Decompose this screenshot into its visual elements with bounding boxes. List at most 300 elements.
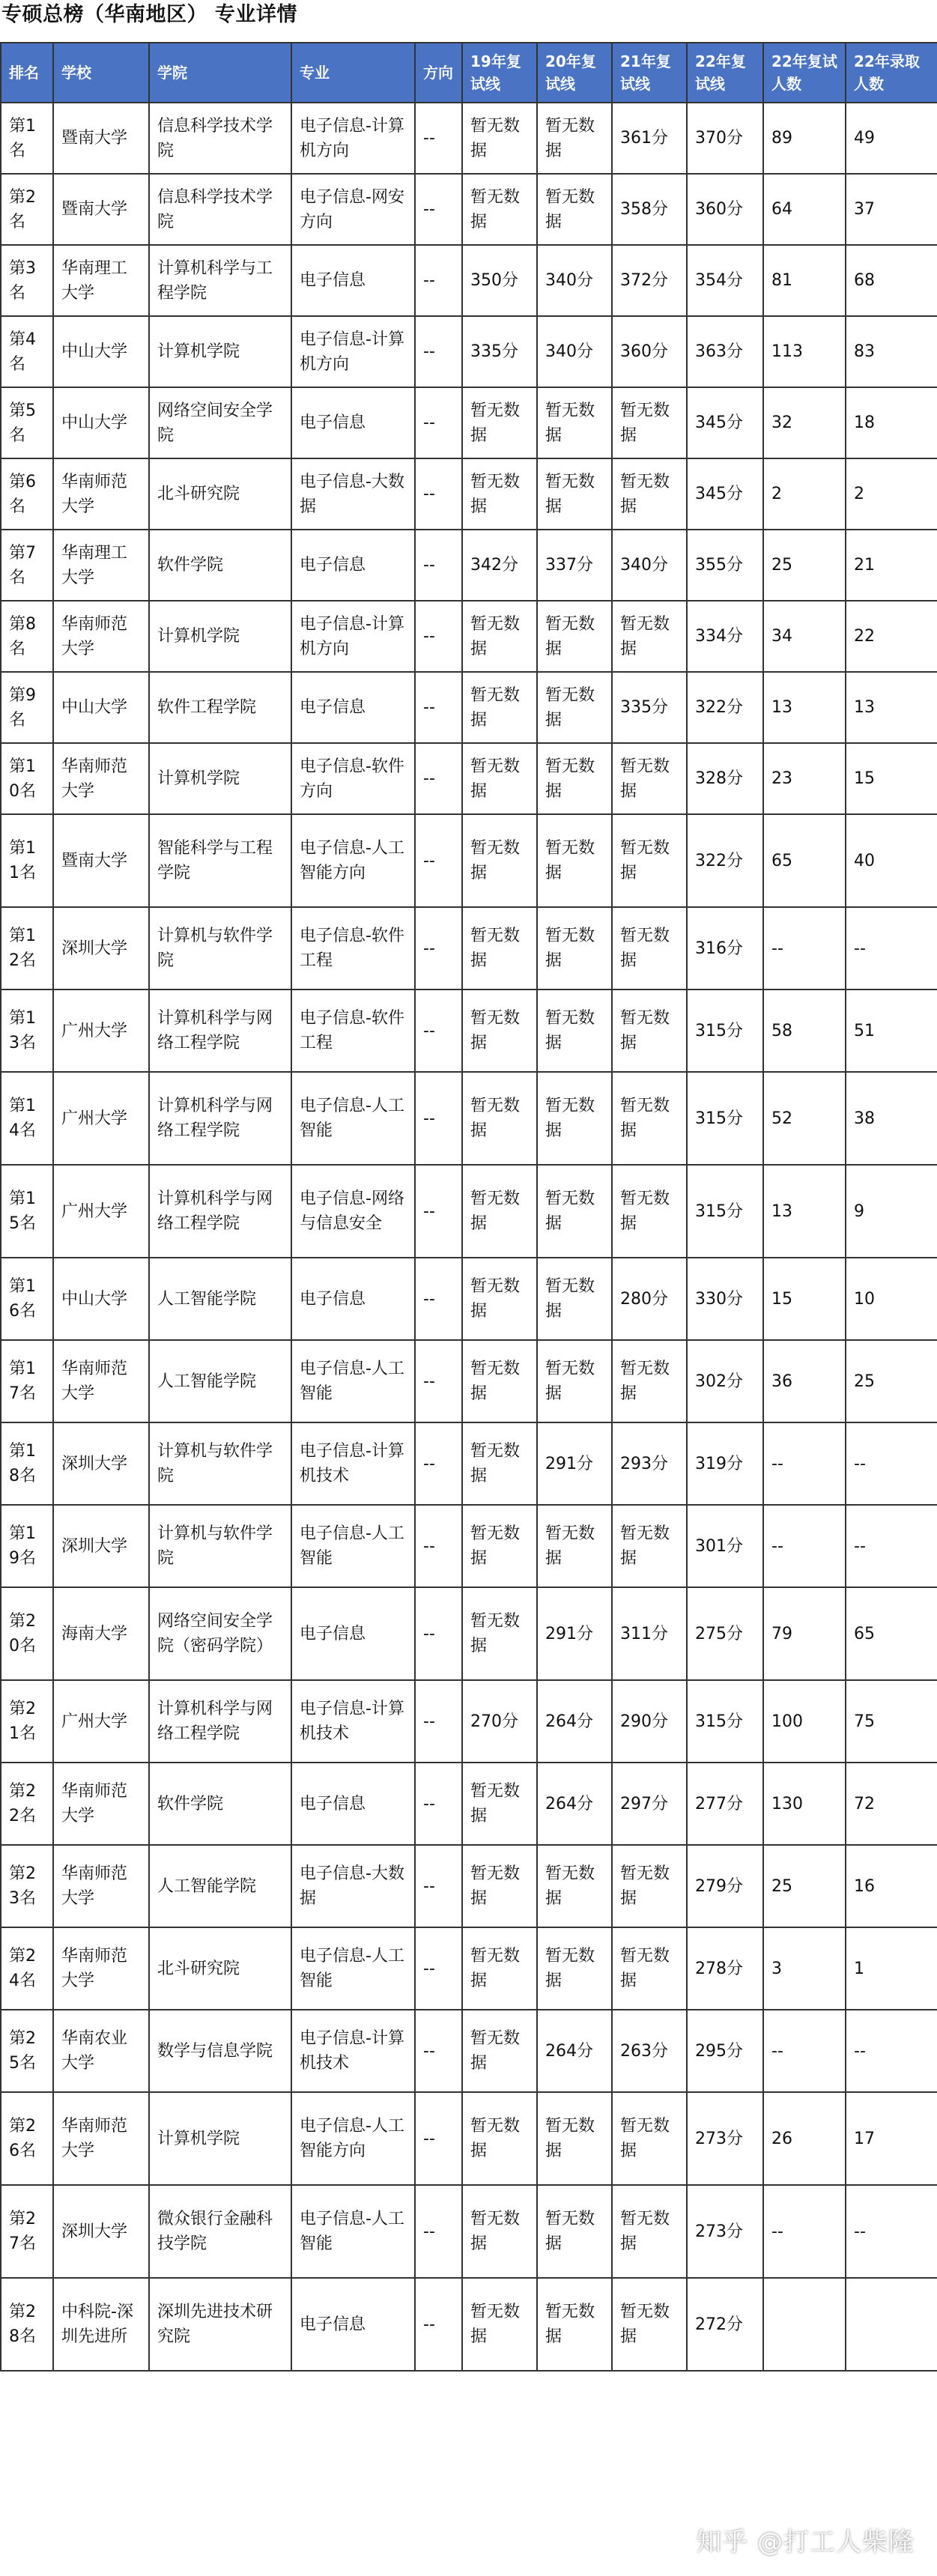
major-cell: 电子信息-计算机技术 [291,1422,415,1505]
major-cell: 电子信息-人工智能 [291,1927,415,2010]
admit-count-cell: 18 [846,387,937,458]
line-2021-cell: 暂无数据 [612,2092,687,2185]
line-2022-cell: 354分 [687,245,763,316]
line-2020-cell: 340分 [537,245,612,316]
column-header: 22年复试人数 [763,43,846,103]
retest-count-cell: 23 [763,743,846,814]
major-cell: 电子信息-计算机技术 [291,1680,415,1763]
rank-cell: 第1名 [1,103,53,174]
admit-count-cell: 37 [846,174,937,245]
line-2019-cell: 342分 [462,530,537,601]
line-2019-cell: 暂无数据 [462,2278,537,2371]
line-2020-cell: 暂无数据 [537,458,612,530]
college-cell: 软件工程学院 [149,672,291,743]
direction-cell: -- [415,2010,462,2092]
line-2022-cell: 315分 [687,1165,763,1258]
direction-cell: -- [415,174,462,245]
rank-cell: 第10名 [1,743,53,814]
major-cell: 电子信息-大数据 [291,1845,415,1927]
line-2019-cell: 暂无数据 [462,1845,537,1927]
line-2019-cell: 暂无数据 [462,1763,537,1845]
line-2020-cell: 291分 [537,1422,612,1505]
line-2019-cell: 暂无数据 [462,174,537,245]
direction-cell: -- [415,1927,462,2010]
line-2021-cell: 263分 [612,2010,687,2092]
table-row [1,1505,937,1587]
school-cell: 暨南大学 [53,103,149,174]
line-2019-cell: 暂无数据 [462,601,537,672]
line-2019-cell: 暂无数据 [462,1340,537,1422]
retest-count-cell: 65 [763,814,846,907]
school-cell: 广州大学 [53,1165,149,1258]
line-2019-cell: 暂无数据 [462,1422,537,1505]
line-2020-cell: 暂无数据 [537,601,612,672]
admit-count-cell: 13 [846,672,937,743]
table-row [1,530,937,601]
admit-count-cell: -- [846,907,937,990]
line-2020-cell: 337分 [537,530,612,601]
major-cell: 电子信息-人工智能 [291,1072,415,1165]
retest-count-cell: 81 [763,245,846,316]
line-2019-cell: 暂无数据 [462,2010,537,2092]
direction-cell: -- [415,387,462,458]
page-title: 专硕总榜（华南地区） 专业详情 [1,3,297,26]
school-cell: 华南师范大学 [53,601,149,672]
line-2020-cell: 暂无数据 [537,1165,612,1258]
rank-cell: 第27名 [1,2185,53,2278]
rank-cell: 第8名 [1,601,53,672]
line-2022-cell: 322分 [687,814,763,907]
retest-count-cell: -- [763,1422,846,1505]
column-header: 专业 [291,43,415,103]
rank-cell: 第11名 [1,814,53,907]
rank-cell: 第4名 [1,316,53,387]
line-2020-cell: 暂无数据 [537,174,612,245]
line-2021-cell: 暂无数据 [612,601,687,672]
line-2022-cell: 275分 [687,1587,763,1680]
admit-count-cell: 1 [846,1927,937,2010]
line-2022-cell: 315分 [687,990,763,1072]
line-2022-cell: 295分 [687,2010,763,2092]
table-row [1,2092,937,2185]
direction-cell: -- [415,814,462,907]
direction-cell: -- [415,2278,462,2371]
line-2019-cell: 暂无数据 [462,1258,537,1340]
direction-cell: -- [415,601,462,672]
line-2020-cell: 264分 [537,1763,612,1845]
school-cell: 暨南大学 [53,174,149,245]
line-2022-cell: 277分 [687,1763,763,1845]
rank-cell: 第18名 [1,1422,53,1505]
rank-cell: 第15名 [1,1165,53,1258]
admit-count-cell: 75 [846,1680,937,1763]
admit-count-cell [846,2278,937,2371]
column-header: 22年复试线 [687,43,763,103]
admit-count-cell: 10 [846,1258,937,1340]
school-cell: 中山大学 [53,672,149,743]
college-cell: 计算机与软件学院 [149,1422,291,1505]
school-cell: 广州大学 [53,1680,149,1763]
retest-count-cell: 25 [763,1845,846,1927]
rank-cell: 第9名 [1,672,53,743]
line-2022-cell: 272分 [687,2278,763,2371]
line-2019-cell: 暂无数据 [462,1587,537,1680]
rank-cell: 第5名 [1,387,53,458]
line-2021-cell: 280分 [612,1258,687,1340]
column-header: 排名 [1,43,53,103]
major-cell: 电子信息-计算机技术 [291,2010,415,2092]
direction-cell: -- [415,672,462,743]
admit-count-cell: 38 [846,1072,937,1165]
school-cell: 中山大学 [53,1258,149,1340]
rank-cell: 第19名 [1,1505,53,1587]
column-header: 方向 [415,43,462,103]
column-header: 19年复试线 [462,43,537,103]
major-cell: 电子信息-大数据 [291,458,415,530]
line-2022-cell: 319分 [687,1422,763,1505]
school-cell: 华南师范大学 [53,458,149,530]
school-cell: 华南理工大学 [53,245,149,316]
table-header-row [1,43,937,103]
line-2019-cell: 335分 [462,316,537,387]
table-row [1,316,937,387]
table-row [1,907,937,990]
table-row [1,174,937,245]
table-row [1,245,937,316]
rank-cell: 第17名 [1,1340,53,1422]
line-2021-cell: 360分 [612,316,687,387]
major-cell: 电子信息 [291,2278,415,2371]
line-2021-cell: 暂无数据 [612,1340,687,1422]
table-row [1,1845,937,1927]
line-2021-cell: 暂无数据 [612,1927,687,2010]
college-cell: 人工智能学院 [149,1258,291,1340]
admit-count-cell: 22 [846,601,937,672]
rank-cell: 第23名 [1,1845,53,1927]
direction-cell: -- [415,316,462,387]
major-cell: 电子信息-人工智能 [291,2185,415,2278]
direction-cell: -- [415,1680,462,1763]
ranking-table [0,42,937,2372]
retest-count-cell: 130 [763,1763,846,1845]
line-2022-cell: 302分 [687,1340,763,1422]
direction-cell: -- [415,1340,462,1422]
school-cell: 广州大学 [53,1072,149,1165]
college-cell: 智能科学与工程学院 [149,814,291,907]
admit-count-cell: 68 [846,245,937,316]
line-2022-cell: 316分 [687,907,763,990]
rank-cell: 第12名 [1,907,53,990]
line-2022-cell: 355分 [687,530,763,601]
column-header: 学校 [53,43,149,103]
retest-count-cell: 13 [763,672,846,743]
line-2020-cell: 暂无数据 [537,2185,612,2278]
retest-count-cell: 25 [763,530,846,601]
direction-cell: -- [415,1072,462,1165]
line-2020-cell: 暂无数据 [537,1505,612,1587]
retest-count-cell: 15 [763,1258,846,1340]
line-2022-cell: 345分 [687,387,763,458]
line-2021-cell: 暂无数据 [612,2185,687,2278]
line-2021-cell: 335分 [612,672,687,743]
college-cell: 人工智能学院 [149,1845,291,1927]
line-2022-cell: 360分 [687,174,763,245]
college-cell: 微众银行金融科技学院 [149,2185,291,2278]
college-cell: 软件学院 [149,1763,291,1845]
line-2020-cell: 暂无数据 [537,990,612,1072]
college-cell: 北斗研究院 [149,458,291,530]
direction-cell: -- [415,1587,462,1680]
line-2022-cell: 322分 [687,672,763,743]
table-row [1,814,937,907]
line-2020-cell: 暂无数据 [537,1845,612,1927]
college-cell: 计算机与软件学院 [149,1505,291,1587]
table-row [1,990,937,1072]
table-body [1,103,937,2371]
direction-cell: -- [415,743,462,814]
table-row [1,1165,937,1258]
major-cell: 电子信息 [291,672,415,743]
school-cell: 中科院-深圳先进所 [53,2278,149,2371]
school-cell: 深圳大学 [53,1422,149,1505]
admit-count-cell: 17 [846,2092,937,2185]
line-2021-cell: 358分 [612,174,687,245]
rank-cell: 第13名 [1,990,53,1072]
college-cell: 北斗研究院 [149,1927,291,2010]
college-cell: 计算机学院 [149,316,291,387]
table-row [1,458,937,530]
direction-cell: -- [415,2185,462,2278]
retest-count-cell: 2 [763,458,846,530]
table-row [1,1763,937,1845]
line-2022-cell: 315分 [687,1680,763,1763]
retest-count-cell: 3 [763,1927,846,2010]
line-2020-cell: 暂无数据 [537,1340,612,1422]
line-2022-cell: 334分 [687,601,763,672]
direction-cell: -- [415,990,462,1072]
school-cell: 深圳大学 [53,1505,149,1587]
column-header: 学院 [149,43,291,103]
table-row [1,1340,937,1422]
school-cell: 华南农业大学 [53,2010,149,2092]
admit-count-cell: 15 [846,743,937,814]
line-2020-cell: 291分 [537,1587,612,1680]
retest-count-cell: 100 [763,1680,846,1763]
line-2019-cell: 暂无数据 [462,907,537,990]
direction-cell: -- [415,103,462,174]
rank-cell: 第24名 [1,1927,53,2010]
table-row [1,1587,937,1680]
retest-count-cell: 52 [763,1072,846,1165]
major-cell: 电子信息-软件方向 [291,743,415,814]
line-2019-cell: 暂无数据 [462,743,537,814]
retest-count-cell: 36 [763,1340,846,1422]
retest-count-cell: 32 [763,387,846,458]
admit-count-cell: 2 [846,458,937,530]
direction-cell: -- [415,1505,462,1587]
line-2019-cell: 暂无数据 [462,2092,537,2185]
table-row [1,672,937,743]
line-2021-cell: 361分 [612,103,687,174]
line-2020-cell: 暂无数据 [537,2092,612,2185]
school-cell: 中山大学 [53,387,149,458]
school-cell: 华南师范大学 [53,1340,149,1422]
line-2020-cell: 暂无数据 [537,387,612,458]
college-cell: 人工智能学院 [149,1340,291,1422]
line-2021-cell: 暂无数据 [612,743,687,814]
rank-cell: 第25名 [1,2010,53,2092]
admit-count-cell: 51 [846,990,937,1072]
admit-count-cell: 40 [846,814,937,907]
school-cell: 华南师范大学 [53,743,149,814]
line-2021-cell: 暂无数据 [612,1505,687,1587]
school-cell: 深圳大学 [53,907,149,990]
major-cell: 电子信息 [291,1763,415,1845]
direction-cell: -- [415,1165,462,1258]
line-2020-cell: 暂无数据 [537,1258,612,1340]
table-row [1,1927,937,2010]
admit-count-cell: 72 [846,1763,937,1845]
table-row [1,2278,937,2371]
direction-cell: -- [415,458,462,530]
line-2020-cell: 264分 [537,2010,612,2092]
line-2022-cell: 279分 [687,1845,763,1927]
college-cell: 深圳先进技术研究院 [149,2278,291,2371]
rank-cell: 第26名 [1,2092,53,2185]
line-2020-cell: 暂无数据 [537,814,612,907]
major-cell: 电子信息 [291,1587,415,1680]
table-row [1,2010,937,2092]
major-cell: 电子信息-人工智能 [291,1340,415,1422]
school-cell: 海南大学 [53,1587,149,1680]
school-cell: 深圳大学 [53,2185,149,2278]
major-cell: 电子信息 [291,387,415,458]
rank-cell: 第16名 [1,1258,53,1340]
line-2019-cell: 暂无数据 [462,990,537,1072]
major-cell: 电子信息 [291,530,415,601]
line-2022-cell: 301分 [687,1505,763,1587]
line-2021-cell: 暂无数据 [612,814,687,907]
line-2021-cell: 340分 [612,530,687,601]
school-cell: 华南师范大学 [53,2092,149,2185]
rank-cell: 第21名 [1,1680,53,1763]
line-2019-cell: 暂无数据 [462,1505,537,1587]
direction-cell: -- [415,1258,462,1340]
college-cell: 计算机科学与网络工程学院 [149,1680,291,1763]
line-2019-cell: 暂无数据 [462,1072,537,1165]
line-2022-cell: 315分 [687,1072,763,1165]
rank-cell: 第3名 [1,245,53,316]
retest-count-cell: -- [763,1505,846,1587]
major-cell: 电子信息-网络与信息安全 [291,1165,415,1258]
line-2020-cell: 暂无数据 [537,1927,612,2010]
rank-cell: 第22名 [1,1763,53,1845]
line-2020-cell: 340分 [537,316,612,387]
admit-count-cell: 9 [846,1165,937,1258]
direction-cell: -- [415,907,462,990]
school-cell: 暨南大学 [53,814,149,907]
school-cell: 华南师范大学 [53,1845,149,1927]
major-cell: 电子信息 [291,1258,415,1340]
column-header: 20年复试线 [537,43,612,103]
line-2020-cell: 暂无数据 [537,743,612,814]
college-cell: 网络空间安全学院 [149,387,291,458]
rank-cell: 第20名 [1,1587,53,1680]
table-row [1,601,937,672]
line-2022-cell: 363分 [687,316,763,387]
line-2022-cell: 273分 [687,2185,763,2278]
table-row [1,1258,937,1340]
line-2021-cell: 暂无数据 [612,387,687,458]
major-cell: 电子信息-计算机方向 [291,601,415,672]
table-row [1,103,937,174]
line-2019-cell: 270分 [462,1680,537,1763]
line-2021-cell: 372分 [612,245,687,316]
line-2021-cell: 暂无数据 [612,990,687,1072]
line-2019-cell: 暂无数据 [462,1165,537,1258]
college-cell: 计算机科学与网络工程学院 [149,990,291,1072]
rank-cell: 第14名 [1,1072,53,1165]
major-cell: 电子信息-软件工程 [291,990,415,1072]
college-cell: 信息科学技术学院 [149,103,291,174]
line-2019-cell: 350分 [462,245,537,316]
retest-count-cell [763,2278,846,2371]
major-cell: 电子信息-计算机方向 [291,316,415,387]
line-2022-cell: 328分 [687,743,763,814]
line-2022-cell: 345分 [687,458,763,530]
college-cell: 计算机科学与工程学院 [149,245,291,316]
direction-cell: -- [415,2092,462,2185]
retest-count-cell: 34 [763,601,846,672]
admit-count-cell: 83 [846,316,937,387]
line-2021-cell: 暂无数据 [612,1165,687,1258]
rank-cell: 第6名 [1,458,53,530]
admit-count-cell: -- [846,1505,937,1587]
line-2019-cell: 暂无数据 [462,1927,537,2010]
table-row [1,1680,937,1763]
ranking-table-container [0,42,937,2576]
school-cell: 华南师范大学 [53,1763,149,1845]
line-2021-cell: 暂无数据 [612,1072,687,1165]
admit-count-cell: 49 [846,103,937,174]
line-2020-cell: 暂无数据 [537,103,612,174]
retest-count-cell: 113 [763,316,846,387]
rank-cell: 第7名 [1,530,53,601]
table-row [1,2185,937,2278]
line-2022-cell: 330分 [687,1258,763,1340]
line-2022-cell: 278分 [687,1927,763,2010]
admit-count-cell: 65 [846,1587,937,1680]
column-header: 21年复试线 [612,43,687,103]
retest-count-cell: -- [763,2010,846,2092]
line-2020-cell: 暂无数据 [537,907,612,990]
admit-count-cell: 25 [846,1340,937,1422]
line-2020-cell: 暂无数据 [537,1072,612,1165]
college-cell: 数学与信息学院 [149,2010,291,2092]
college-cell: 计算机学院 [149,2092,291,2185]
retest-count-cell: 13 [763,1165,846,1258]
table-row [1,1072,937,1165]
line-2020-cell: 暂无数据 [537,672,612,743]
table-row [1,1422,937,1505]
table-row [1,387,937,458]
retest-count-cell: -- [763,2185,846,2278]
major-cell: 电子信息-计算机方向 [291,103,415,174]
line-2021-cell: 暂无数据 [612,907,687,990]
line-2021-cell: 297分 [612,1763,687,1845]
college-cell: 信息科学技术学院 [149,174,291,245]
line-2019-cell: 暂无数据 [462,103,537,174]
